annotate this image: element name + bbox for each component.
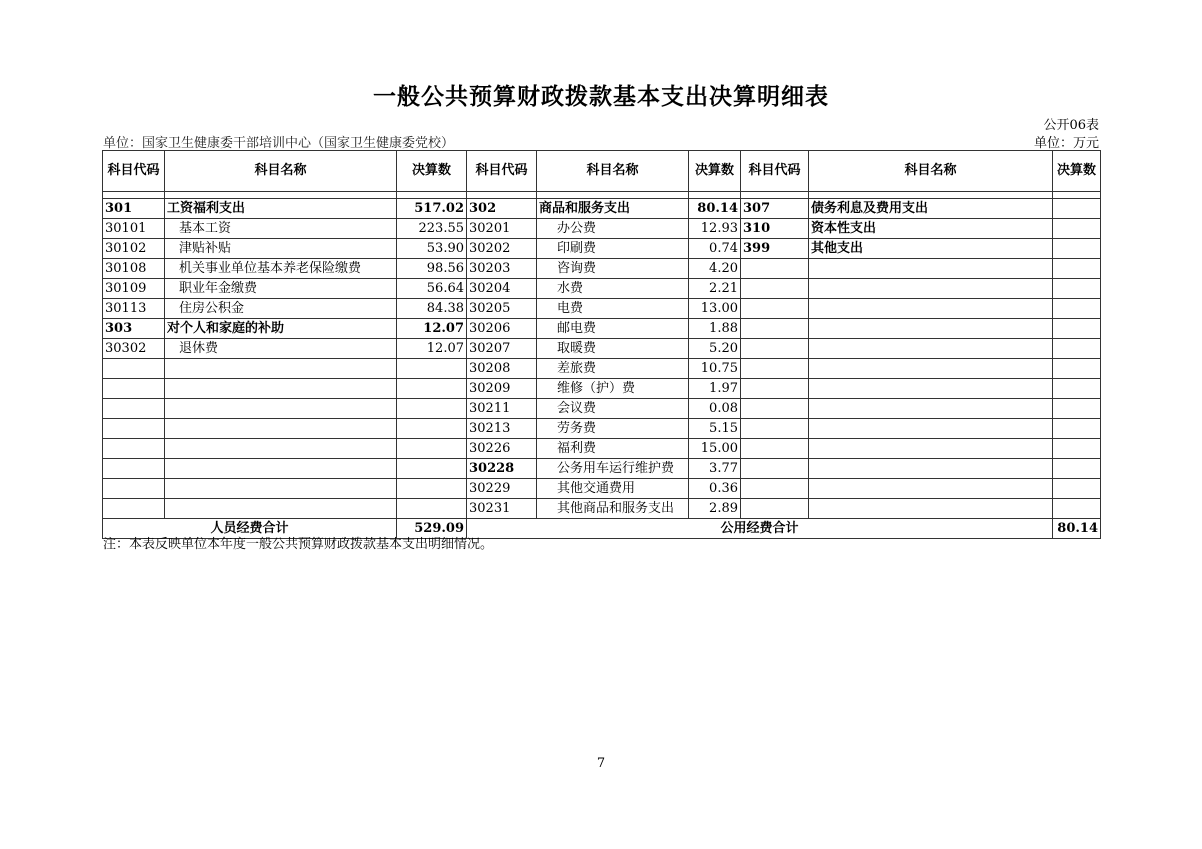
public-total-value: 80.14 bbox=[1053, 519, 1101, 539]
unit-currency: 单位：万元 bbox=[1033, 136, 1099, 151]
table-cell bbox=[1053, 359, 1101, 379]
table-cell: 0.74 bbox=[689, 239, 741, 259]
header-row bbox=[103, 151, 1101, 192]
table-row bbox=[103, 419, 1101, 439]
table-cell: 对个人和家庭的补助 bbox=[165, 319, 397, 339]
table-cell: 30226 bbox=[467, 439, 537, 459]
table-cell: 30203 bbox=[467, 259, 537, 279]
table-cell: 10.75 bbox=[689, 359, 741, 379]
table-cell: 30302 bbox=[103, 339, 165, 359]
expenditure-table bbox=[102, 150, 1101, 539]
table-cell bbox=[1053, 459, 1101, 479]
table-cell: 30202 bbox=[467, 239, 537, 259]
table-cell bbox=[809, 479, 1053, 499]
table-cell bbox=[165, 359, 397, 379]
page-title: 一般公共预算财政拨款基本支出决算明细表 bbox=[373, 84, 829, 110]
table-cell: 307 bbox=[741, 199, 809, 219]
header-cell: 决算数 bbox=[397, 151, 467, 192]
table-cell bbox=[103, 479, 165, 499]
table-cell: 工资福利支出 bbox=[165, 199, 397, 219]
table-cell: 30213 bbox=[467, 419, 537, 439]
table-cell bbox=[741, 359, 809, 379]
table-cell bbox=[1053, 419, 1101, 439]
table-row bbox=[103, 439, 1101, 459]
table-cell: 劳务费 bbox=[537, 419, 689, 439]
table-row bbox=[103, 259, 1101, 279]
header-cell: 科目名称 bbox=[537, 151, 689, 192]
table-cell: 差旅费 bbox=[537, 359, 689, 379]
table-cell: 职业年金缴费 bbox=[165, 279, 397, 299]
table-cell bbox=[103, 419, 165, 439]
page-number: 7 bbox=[596, 756, 606, 771]
table-cell bbox=[1053, 339, 1101, 359]
table-cell: 30113 bbox=[103, 299, 165, 319]
table-cell bbox=[809, 439, 1053, 459]
table-cell: 其他商品和服务支出 bbox=[537, 499, 689, 519]
table-cell: 住房公积金 bbox=[165, 299, 397, 319]
table-cell bbox=[809, 419, 1053, 439]
table-cell: 2.89 bbox=[689, 499, 741, 519]
table-cell bbox=[1053, 379, 1101, 399]
table-cell bbox=[103, 459, 165, 479]
table-cell: 维修（护）费 bbox=[537, 379, 689, 399]
table-cell: 机关事业单位基本养老保险缴费 bbox=[165, 259, 397, 279]
table-cell: 办公费 bbox=[537, 219, 689, 239]
table-cell: 53.90 bbox=[397, 239, 467, 259]
table-cell bbox=[103, 439, 165, 459]
table-cell bbox=[397, 399, 467, 419]
table-row bbox=[103, 339, 1101, 359]
table-row bbox=[103, 319, 1101, 339]
table-cell bbox=[1053, 279, 1101, 299]
table-cell: 取暖费 bbox=[537, 339, 689, 359]
table-cell: 12.07 bbox=[397, 319, 467, 339]
table-cell: 310 bbox=[741, 219, 809, 239]
table-cell: 会议费 bbox=[537, 399, 689, 419]
table-cell: 30229 bbox=[467, 479, 537, 499]
table-cell bbox=[809, 299, 1053, 319]
table-cell: 30205 bbox=[467, 299, 537, 319]
table-cell: 资本性支出 bbox=[809, 219, 1053, 239]
table-row bbox=[103, 399, 1101, 419]
table-cell: 30108 bbox=[103, 259, 165, 279]
table-cell: 303 bbox=[103, 319, 165, 339]
header-cell: 科目代码 bbox=[103, 151, 165, 192]
table-cell bbox=[103, 359, 165, 379]
table-cell: 3.77 bbox=[689, 459, 741, 479]
table-cell: 债务利息及费用支出 bbox=[809, 199, 1053, 219]
table-cell: 30211 bbox=[467, 399, 537, 419]
table-cell bbox=[1053, 399, 1101, 419]
table-cell bbox=[1053, 499, 1101, 519]
table-cell bbox=[1053, 479, 1101, 499]
table-cell: 印刷费 bbox=[537, 239, 689, 259]
table-cell bbox=[741, 339, 809, 359]
table-cell: 302 bbox=[467, 199, 537, 219]
table-cell: 30207 bbox=[467, 339, 537, 359]
personnel-total-label: 人员经费合计 bbox=[103, 519, 397, 539]
table-cell bbox=[165, 439, 397, 459]
table-cell: 邮电费 bbox=[537, 319, 689, 339]
table-cell: 30228 bbox=[467, 459, 537, 479]
table-cell bbox=[809, 459, 1053, 479]
table-cell: 4.20 bbox=[689, 259, 741, 279]
header-cell: 决算数 bbox=[1053, 151, 1101, 192]
table-cell bbox=[741, 259, 809, 279]
table-row bbox=[103, 199, 1101, 219]
table-row bbox=[103, 219, 1101, 239]
table-cell: 其他支出 bbox=[809, 239, 1053, 259]
table-cell bbox=[809, 379, 1053, 399]
table-cell: 80.14 bbox=[689, 199, 741, 219]
table-row bbox=[103, 239, 1101, 259]
table-cell bbox=[809, 499, 1053, 519]
table-cell bbox=[1053, 239, 1101, 259]
table-cell: 1.88 bbox=[689, 319, 741, 339]
table-cell bbox=[741, 459, 809, 479]
table-cell bbox=[165, 459, 397, 479]
table-cell bbox=[165, 379, 397, 399]
table-cell bbox=[103, 379, 165, 399]
header-cell: 科目代码 bbox=[467, 151, 537, 192]
table-row bbox=[103, 499, 1101, 519]
table-cell bbox=[103, 499, 165, 519]
table-cell: 福利费 bbox=[537, 439, 689, 459]
table-cell: 退休费 bbox=[165, 339, 397, 359]
table-cell bbox=[165, 399, 397, 419]
table-cell: 30102 bbox=[103, 239, 165, 259]
table-cell bbox=[165, 419, 397, 439]
table-cell bbox=[741, 419, 809, 439]
footnote: 注：本表反映单位本年度一般公共预算财政拨款基本支出明细情况。 bbox=[103, 537, 494, 552]
table-cell: 56.64 bbox=[397, 279, 467, 299]
table-cell: 13.00 bbox=[689, 299, 741, 319]
table-cell: 水费 bbox=[537, 279, 689, 299]
table-cell bbox=[809, 339, 1053, 359]
table-cell bbox=[741, 499, 809, 519]
table-cell bbox=[741, 299, 809, 319]
table-cell bbox=[1053, 199, 1101, 219]
header-cell: 科目代码 bbox=[741, 151, 809, 192]
table-cell bbox=[809, 259, 1053, 279]
table-cell bbox=[1053, 439, 1101, 459]
table-cell: 98.56 bbox=[397, 259, 467, 279]
table-cell bbox=[397, 419, 467, 439]
header-cell: 科目名称 bbox=[809, 151, 1053, 192]
table-cell: 15.00 bbox=[689, 439, 741, 459]
table-cell bbox=[397, 479, 467, 499]
table-cell: 30231 bbox=[467, 499, 537, 519]
table-cell bbox=[741, 399, 809, 419]
table-cell bbox=[397, 499, 467, 519]
table-cell: 30208 bbox=[467, 359, 537, 379]
table-cell bbox=[397, 459, 467, 479]
table-cell bbox=[397, 359, 467, 379]
table-cell bbox=[1053, 319, 1101, 339]
header-cell: 科目名称 bbox=[165, 151, 397, 192]
personnel-total-value: 529.09 bbox=[397, 519, 467, 539]
table-cell: 津贴补贴 bbox=[165, 239, 397, 259]
table-cell bbox=[397, 379, 467, 399]
table-cell: 公务用车运行维护费 bbox=[537, 459, 689, 479]
table-cell bbox=[165, 499, 397, 519]
table-row bbox=[103, 459, 1101, 479]
table-cell: 2.21 bbox=[689, 279, 741, 299]
table-cell bbox=[741, 319, 809, 339]
table-cell: 30201 bbox=[467, 219, 537, 239]
table-cell: 12.07 bbox=[397, 339, 467, 359]
table-cell: 0.08 bbox=[689, 399, 741, 419]
table-cell bbox=[1053, 219, 1101, 239]
table-row bbox=[103, 479, 1101, 499]
table-cell bbox=[165, 479, 397, 499]
table-cell: 0.36 bbox=[689, 479, 741, 499]
table-cell bbox=[741, 439, 809, 459]
table-cell: 基本工资 bbox=[165, 219, 397, 239]
public-total-label: 公用经费合计 bbox=[467, 519, 1053, 539]
table-cell bbox=[809, 319, 1053, 339]
table-body bbox=[103, 151, 1101, 539]
table-row bbox=[103, 359, 1101, 379]
table-cell: 咨询费 bbox=[537, 259, 689, 279]
table-cell: 5.15 bbox=[689, 419, 741, 439]
table-cell bbox=[1053, 259, 1101, 279]
table-cell: 30204 bbox=[467, 279, 537, 299]
table-cell: 30209 bbox=[467, 379, 537, 399]
table-row bbox=[103, 379, 1101, 399]
table-cell: 30109 bbox=[103, 279, 165, 299]
table-cell bbox=[397, 439, 467, 459]
table-row bbox=[103, 299, 1101, 319]
table-cell: 1.97 bbox=[689, 379, 741, 399]
table-cell: 12.93 bbox=[689, 219, 741, 239]
table-cell bbox=[809, 359, 1053, 379]
form-number: 公开06表 bbox=[1043, 118, 1099, 133]
table-cell bbox=[103, 399, 165, 419]
table-cell: 399 bbox=[741, 239, 809, 259]
table-cell: 30101 bbox=[103, 219, 165, 239]
table-cell: 其他交通费用 bbox=[537, 479, 689, 499]
header-cell: 决算数 bbox=[689, 151, 741, 192]
table-cell: 84.38 bbox=[397, 299, 467, 319]
table-cell: 301 bbox=[103, 199, 165, 219]
table-row bbox=[103, 279, 1101, 299]
table-cell: 5.20 bbox=[689, 339, 741, 359]
table-cell bbox=[741, 379, 809, 399]
table-cell bbox=[1053, 299, 1101, 319]
table-cell: 电费 bbox=[537, 299, 689, 319]
table-cell: 30206 bbox=[467, 319, 537, 339]
table-cell: 223.55 bbox=[397, 219, 467, 239]
table-cell bbox=[741, 279, 809, 299]
spacer-row bbox=[103, 192, 1101, 199]
table-cell bbox=[809, 399, 1053, 419]
table-cell: 商品和服务支出 bbox=[537, 199, 689, 219]
table-cell bbox=[809, 279, 1053, 299]
unit-organization: 单位：国家卫生健康委干部培训中心（国家卫生健康委党校） bbox=[103, 136, 455, 151]
table-cell bbox=[741, 479, 809, 499]
table-cell: 517.02 bbox=[397, 199, 467, 219]
